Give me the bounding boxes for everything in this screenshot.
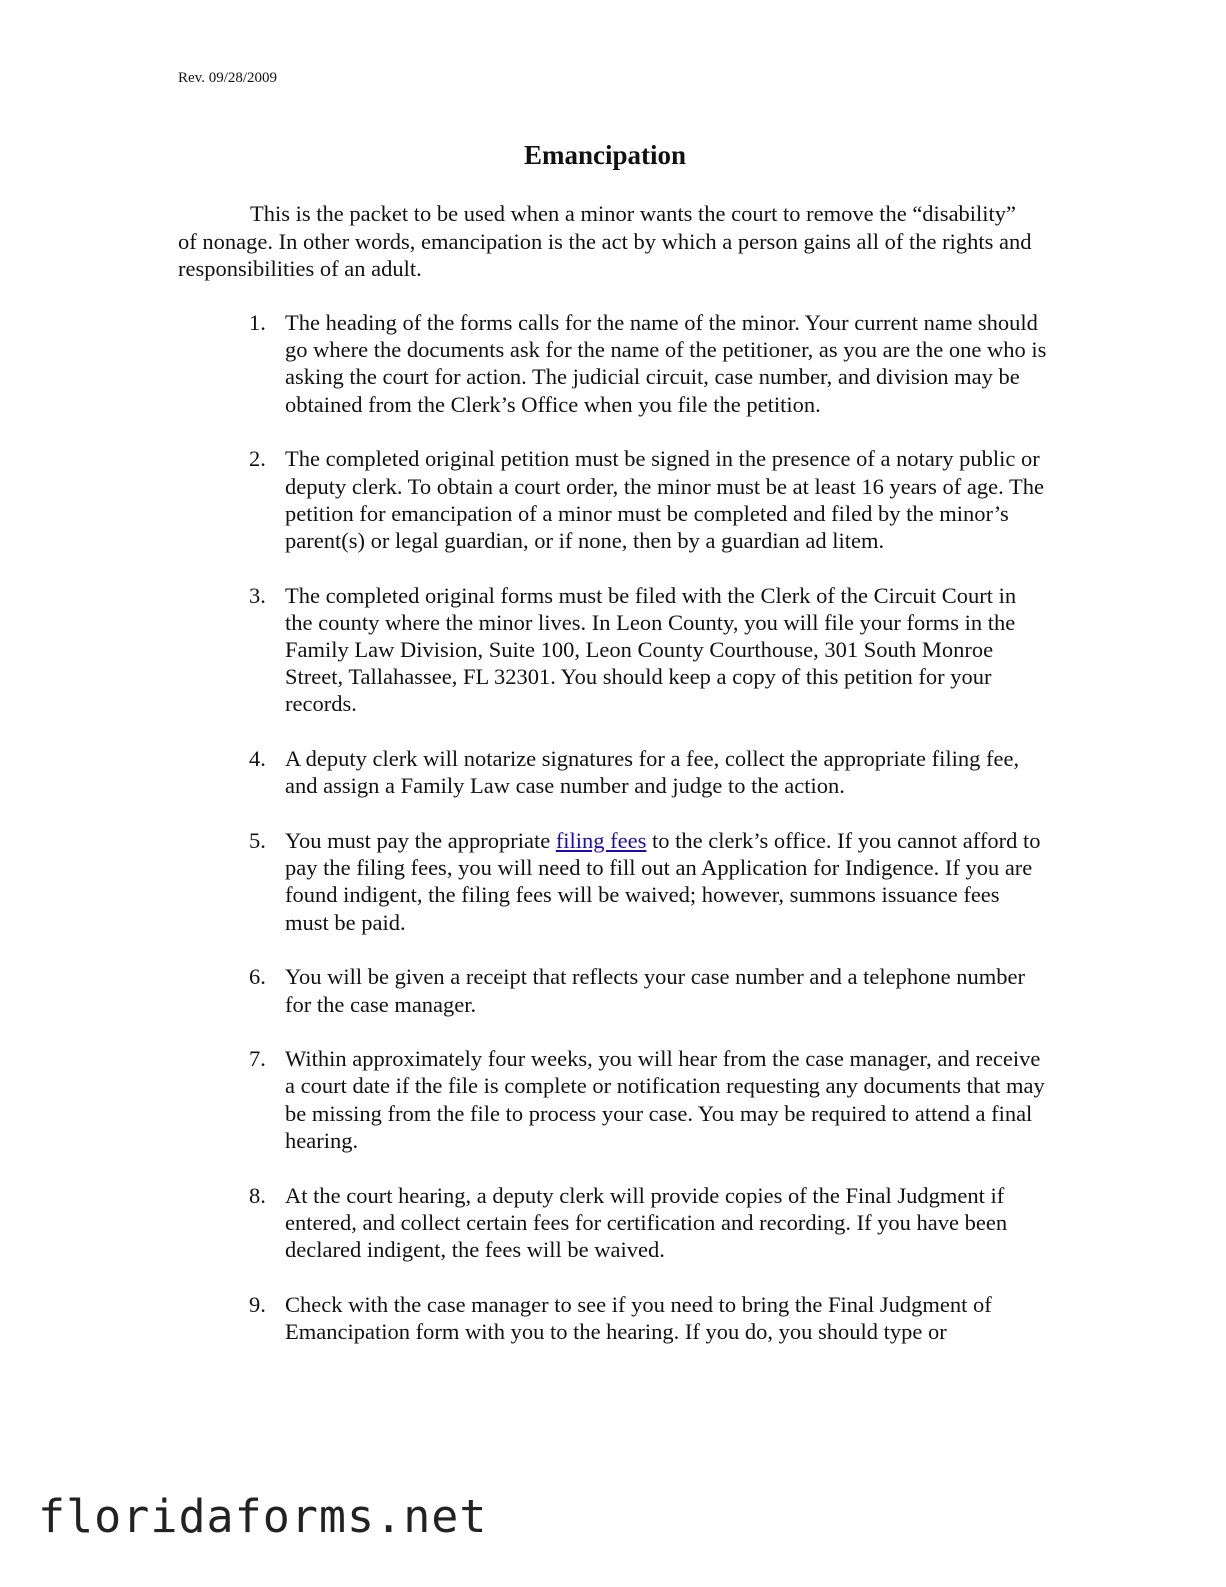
item-number: 5. xyxy=(249,828,266,854)
item-number: 8. xyxy=(249,1182,266,1208)
item-number: 3. xyxy=(249,582,266,608)
item-text: You will be given a receipt that reflects your case number and a telephone number for the case manager. xyxy=(285,964,1025,1017)
item-number: 1. xyxy=(249,310,266,335)
list-item-5 xyxy=(178,827,1048,936)
item-number: 7. xyxy=(249,1046,266,1072)
item-number: 2. xyxy=(249,446,266,472)
intro-paragraph: This is the packet to be used when a minor wants the court to remove the “disability” of nonage. In other words, emancipation is the act by which a person gains all of the rights and responsibilities of an adult. xyxy=(178,201,1032,281)
list-item-2 xyxy=(178,445,1048,554)
revision-date: Rev. 09/28/2009 xyxy=(178,70,278,86)
list-item-9 xyxy=(178,1291,1048,1345)
list-item-1 xyxy=(178,309,1048,418)
item-text: The completed original forms must be filed with the Clerk of the Circuit Court in the county where the minor lives. In Leon County, you will file your forms in the Family Law Division, Suite 100, Leon County Courthouse, 301 South Monroe Street, Tallahassee, FL 32301. You should keep a copy of this petition for your records. xyxy=(285,582,1017,717)
list-item-8 xyxy=(178,1182,1048,1264)
item-text: The heading of the forms calls for the name of the minor. Your current name should go where the documents ask for the name of the petitioner, as you are the one who is asking the court for action. The judicial circuit, case number, and division may be obtained from the Clerk’s Office when you file the petition. xyxy=(285,310,1047,417)
item-number: 4. xyxy=(249,746,266,772)
list-item-3 xyxy=(178,582,1048,718)
item-number: 6. xyxy=(249,964,266,990)
item-text: Within approximately four weeks, you will hear from the case manager, and receive a court date if the file is complete or notification requesting any documents that may be missing from the file to process your case. You may be required to attend a final hearing. xyxy=(285,1046,1045,1153)
list-item-4 xyxy=(178,745,1048,799)
item-text: A deputy clerk will notarize signatures for a fee, collect the appropriate filing fee, and assign a Family Law case number and judge to the action. xyxy=(285,746,1020,799)
item-text-before: You must pay the appropriate xyxy=(285,828,556,854)
item-text: Check with the case manager to see if you need to bring the Final Judgment of Emancipation form with you to the hearing. If you do, you should type or xyxy=(285,1291,992,1344)
item-text: At the court hearing, a deputy clerk will provide copies of the Final Judgment if entered, and collect certain fees for certification and recording. If you have been declared indigent, the fees will be waived. xyxy=(285,1182,1008,1262)
item-number: 9. xyxy=(249,1291,266,1317)
instruction-list xyxy=(178,309,1048,1373)
page-title: Emancipation xyxy=(523,140,687,170)
item-text-after: to the clerk’s office. If you cannot afford to pay the filing fees, you will need to fill out an Application for Indigence. If you are found indigent, the filing fees will be waived; however, summons issuance fees must be paid. xyxy=(285,828,1041,935)
item-text: The completed original petition must be signed in the presence of a notary public or deputy clerk. To obtain a court order, the minor must be at least 16 years of age. The petition for emancipation of a minor must be completed and filed by the minor’s parent(s) or legal guardian, or if none, then by a guardian ad litem. xyxy=(285,446,1044,553)
list-item-7 xyxy=(178,1045,1048,1154)
filing-fees-link[interactable]: filing fees xyxy=(555,828,647,854)
site-watermark: floridaforms.net xyxy=(38,1490,488,1543)
list-item-6 xyxy=(178,963,1048,1017)
